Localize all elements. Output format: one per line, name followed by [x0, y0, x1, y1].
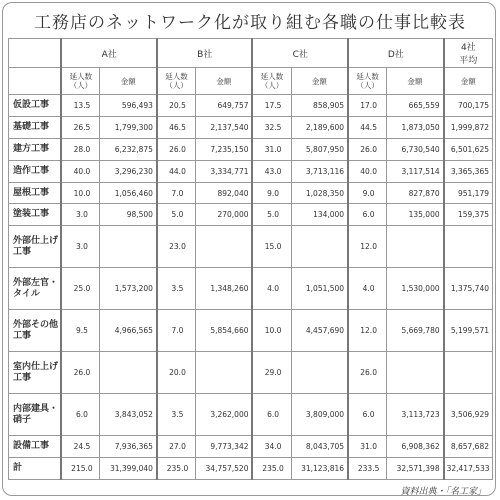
people-cell: 26.0 — [348, 352, 387, 394]
amount-cell: 135,000 — [387, 204, 444, 226]
header-people — [252, 68, 291, 95]
amount-cell: 3,365,365 — [444, 160, 493, 182]
amount-cell: 1,873,050 — [387, 116, 444, 138]
header-company: D社 — [348, 39, 444, 68]
amount-cell: 8,657,682 — [444, 436, 493, 458]
amount-cell: 3,117,514 — [387, 160, 444, 182]
amount-cell: 649,757 — [196, 95, 253, 117]
amount-cell: 9,773,342 — [196, 436, 253, 458]
amount-cell: 3,296,230 — [100, 160, 157, 182]
amount-cell: 2,137,540 — [196, 116, 253, 138]
people-cell: 9.0 — [252, 182, 291, 204]
people-cell: 26.5 — [61, 116, 100, 138]
row-label: 塗装工事 — [9, 204, 62, 226]
amount-cell: 6,908,362 — [387, 436, 444, 458]
header-people-line1: 延人数 — [69, 72, 93, 81]
amount-cell: 31,123,816 — [291, 458, 348, 480]
amount-cell: 31,399,040 — [100, 458, 157, 480]
people-cell: 3.0 — [61, 226, 100, 268]
amount-cell: 665,559 — [387, 95, 444, 117]
amount-cell: 2,189,600 — [291, 116, 348, 138]
amount-cell: 5,669,780 — [387, 310, 444, 352]
header-amount: 金額 — [387, 68, 444, 95]
header-average-line2: 平均 — [459, 56, 478, 66]
people-cell: 31.0 — [252, 138, 291, 160]
comparison-table — [8, 38, 493, 480]
amount-cell: 134,000 — [291, 204, 348, 226]
amount-cell: 3,262,000 — [196, 394, 253, 436]
people-cell: 15.0 — [252, 226, 291, 268]
amount-cell — [387, 352, 444, 394]
row-label: 内部建具・硝子 — [9, 394, 62, 436]
people-cell: 28.0 — [61, 138, 100, 160]
table-row — [9, 226, 493, 268]
amount-cell: 4,457,690 — [291, 310, 348, 352]
table-row — [9, 352, 493, 394]
header-average — [444, 39, 493, 68]
people-cell: 26.0 — [348, 138, 387, 160]
header-people — [61, 68, 100, 95]
people-cell: 17.0 — [348, 95, 387, 117]
people-cell: 4.0 — [252, 268, 291, 310]
table-row — [9, 138, 493, 160]
people-cell: 24.5 — [61, 436, 100, 458]
header-amount: 金額 — [100, 68, 157, 95]
people-cell: 7.0 — [157, 310, 196, 352]
amount-cell — [100, 226, 157, 268]
amount-cell: 5,199,571 — [444, 310, 493, 352]
amount-cell: 32,417,533 — [444, 458, 493, 480]
amount-cell: 6,232,875 — [100, 138, 157, 160]
people-cell: 27.0 — [157, 436, 196, 458]
people-cell: 9.0 — [348, 182, 387, 204]
people-cell: 20.0 — [157, 352, 196, 394]
header-people-line2: （人） — [260, 81, 284, 90]
page-title: 工務店のネットワーク化が取り組む各職の仕事比較表 — [34, 13, 466, 33]
people-cell: 6.0 — [348, 394, 387, 436]
people-cell: 26.0 — [157, 138, 196, 160]
header-corner — [9, 68, 62, 95]
people-cell: 215.0 — [61, 458, 100, 480]
people-cell: 3.5 — [157, 268, 196, 310]
amount-cell: 34,757,520 — [196, 458, 253, 480]
table-row — [9, 394, 493, 436]
table-row — [9, 268, 493, 310]
people-cell: 32.5 — [252, 116, 291, 138]
amount-cell: 892,040 — [196, 182, 253, 204]
people-cell: 23.0 — [157, 226, 196, 268]
amount-cell — [444, 352, 493, 394]
amount-cell: 827,870 — [387, 182, 444, 204]
row-label: 外部左官・タイル — [9, 268, 62, 310]
row-label: 設備工事 — [9, 436, 62, 458]
amount-cell — [196, 226, 253, 268]
amount-cell: 1,573,200 — [100, 268, 157, 310]
amount-cell: 5,807,950 — [291, 138, 348, 160]
people-cell: 34.0 — [252, 436, 291, 458]
amount-cell: 3,713,116 — [291, 160, 348, 182]
header-people — [157, 68, 196, 95]
amount-cell: 1,056,460 — [100, 182, 157, 204]
header-company: B社 — [157, 39, 253, 68]
people-cell: 4.0 — [348, 268, 387, 310]
amount-cell — [291, 352, 348, 394]
people-cell: 12.0 — [348, 310, 387, 352]
people-cell: 17.5 — [252, 95, 291, 117]
header-company: C社 — [252, 39, 348, 68]
amount-cell: 6,501,625 — [444, 138, 493, 160]
header-people-line2: （人） — [69, 81, 93, 90]
people-cell: 26.0 — [61, 352, 100, 394]
row-label: 外部仕上げ工事 — [9, 226, 62, 268]
amount-cell: 700,175 — [444, 95, 493, 117]
people-cell: 29.0 — [252, 352, 291, 394]
people-cell: 10.0 — [61, 182, 100, 204]
table-body — [9, 95, 493, 480]
amount-cell — [196, 352, 253, 394]
table-row — [9, 436, 493, 458]
amount-cell: 3,113,723 — [387, 394, 444, 436]
row-label: 仮設工事 — [9, 95, 62, 117]
header-average-line1: 4社 — [460, 43, 476, 53]
header-amount: 金額 — [291, 68, 348, 95]
people-cell: 233.5 — [348, 458, 387, 480]
amount-cell: 6,730,540 — [387, 138, 444, 160]
amount-cell: 1,028,350 — [291, 182, 348, 204]
header-people-line1: 延人数 — [165, 72, 188, 81]
row-label: 室内仕上げ工事 — [9, 352, 62, 394]
amount-cell: 1,530,000 — [387, 268, 444, 310]
people-cell: 40.0 — [348, 160, 387, 182]
people-cell: 43.0 — [252, 160, 291, 182]
header-company: A社 — [61, 39, 157, 68]
amount-cell: 7,235,150 — [196, 138, 253, 160]
people-cell: 31.0 — [348, 436, 387, 458]
people-cell: 13.5 — [61, 95, 100, 117]
people-cell: 235.0 — [252, 458, 291, 480]
amount-cell: 32,571,398 — [387, 458, 444, 480]
row-label: 計 — [9, 458, 62, 480]
amount-cell — [100, 352, 157, 394]
amount-cell: 98,500 — [100, 204, 157, 226]
people-cell: 3.5 — [157, 394, 196, 436]
amount-cell: 3,843,052 — [100, 394, 157, 436]
source-credit: 資料出典・「名工家」 — [400, 487, 486, 497]
people-cell: 10.0 — [252, 310, 291, 352]
header-people-line1: 延人数 — [356, 72, 379, 81]
people-cell: 20.5 — [157, 95, 196, 117]
people-cell: 6.0 — [252, 394, 291, 436]
amount-cell: 5,854,660 — [196, 310, 253, 352]
header-people-line2: （人） — [356, 81, 379, 90]
row-label: 造作工事 — [9, 160, 62, 182]
people-cell: 6.0 — [348, 204, 387, 226]
header-people-line1: 延人数 — [260, 72, 284, 81]
table-row — [9, 458, 493, 480]
table-row — [9, 182, 493, 204]
amount-cell: 1,348,260 — [196, 268, 253, 310]
people-cell: 9.5 — [61, 310, 100, 352]
amount-cell — [387, 226, 444, 268]
header-amount: 金額 — [444, 68, 493, 95]
amount-cell: 159,375 — [444, 204, 493, 226]
header-people — [348, 68, 387, 95]
people-cell: 25.0 — [61, 268, 100, 310]
people-cell: 3.0 — [61, 204, 100, 226]
amount-cell: 951,179 — [444, 182, 493, 204]
header-row-companies — [9, 39, 493, 68]
people-cell: 44.0 — [157, 160, 196, 182]
amount-cell: 4,966,565 — [100, 310, 157, 352]
people-cell: 12.0 — [348, 226, 387, 268]
amount-cell: 7,936,365 — [100, 436, 157, 458]
header-amount: 金額 — [196, 68, 253, 95]
people-cell: 235.0 — [157, 458, 196, 480]
table-row — [9, 95, 493, 117]
header-corner — [9, 39, 62, 68]
amount-cell: 1,799,300 — [100, 116, 157, 138]
amount-cell — [291, 226, 348, 268]
table-row — [9, 310, 493, 352]
people-cell: 5.0 — [157, 204, 196, 226]
amount-cell: 858,905 — [291, 95, 348, 117]
table-row — [9, 204, 493, 226]
amount-cell: 596,493 — [100, 95, 157, 117]
amount-cell: 3,506,929 — [444, 394, 493, 436]
row-label: 建方工事 — [9, 138, 62, 160]
row-label: 外部その他工事 — [9, 310, 62, 352]
amount-cell: 1,375,740 — [444, 268, 493, 310]
amount-cell: 3,809,000 — [291, 394, 348, 436]
people-cell: 6.0 — [61, 394, 100, 436]
amount-cell — [444, 226, 493, 268]
table-row — [9, 160, 493, 182]
amount-cell: 8,043,705 — [291, 436, 348, 458]
people-cell: 7.0 — [157, 182, 196, 204]
amount-cell: 1,999,872 — [444, 116, 493, 138]
people-cell: 46.5 — [157, 116, 196, 138]
row-label: 屋根工事 — [9, 182, 62, 204]
people-cell: 40.0 — [61, 160, 100, 182]
table-row — [9, 116, 493, 138]
amount-cell: 3,334,771 — [196, 160, 253, 182]
header-row-metrics — [9, 68, 493, 95]
people-cell: 5.0 — [252, 204, 291, 226]
amount-cell: 270,000 — [196, 204, 253, 226]
row-label: 基礎工事 — [9, 116, 62, 138]
header-people-line2: （人） — [165, 81, 188, 90]
people-cell: 44.5 — [348, 116, 387, 138]
amount-cell: 1,051,500 — [291, 268, 348, 310]
